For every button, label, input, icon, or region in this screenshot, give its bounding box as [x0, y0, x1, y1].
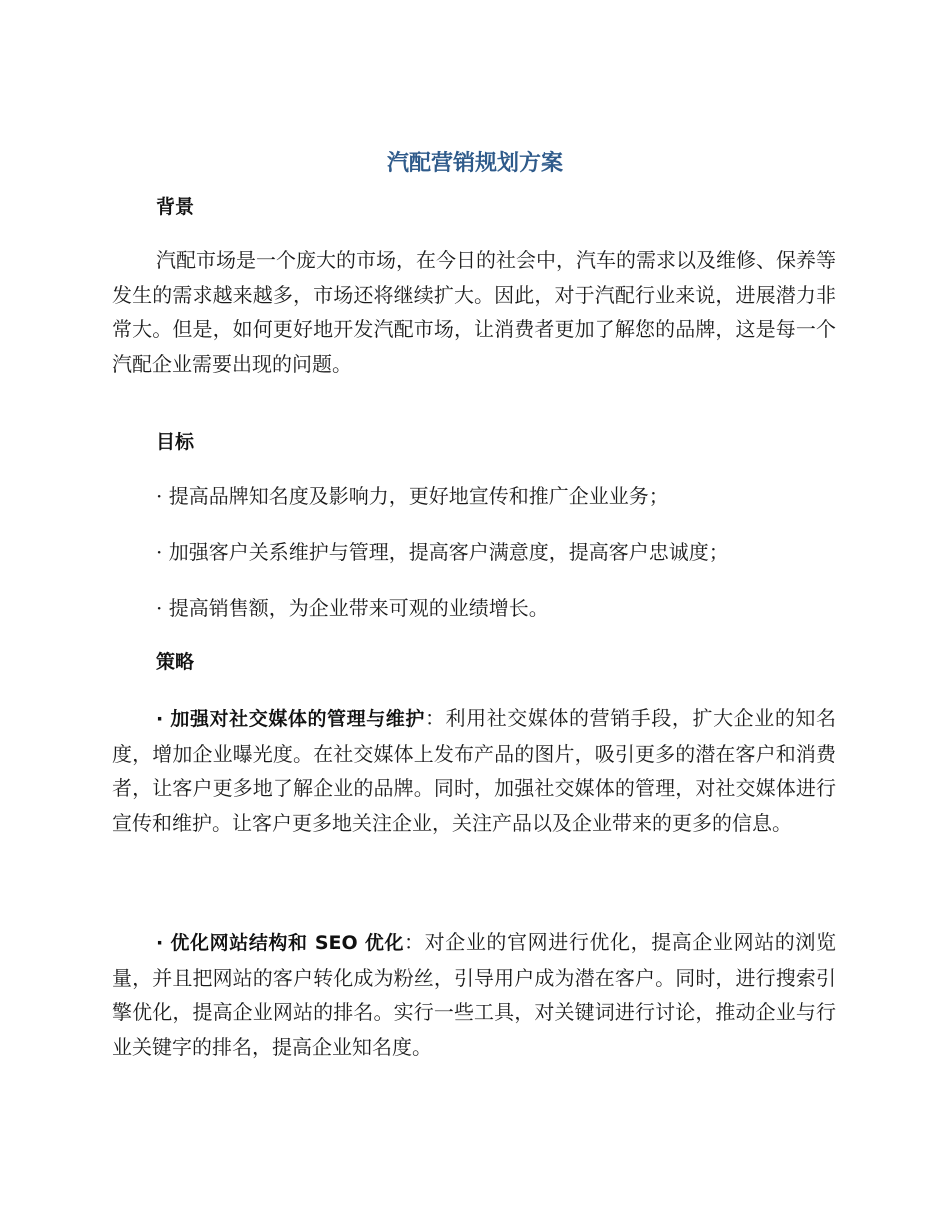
strategy-item-lead: · 加强对社交媒体的管理与维护 — [156, 708, 425, 730]
goal-item: · 提高销售额，为企业带来可观的业绩增长。 — [156, 596, 549, 620]
goal-item: · 提高品牌知名度及影响力，更好地宣传和推广企业业务； — [156, 484, 669, 508]
goal-item: · 加强客户关系维护与管理，提高客户满意度，提高客户忠诚度； — [156, 540, 729, 564]
background-paragraph: 汽配市场是一个庞大的市场，在今日的社会中，汽车的需求以及维修、保养等发生的需求越来越多，市场还将继续扩大。因此，对于汽配行业来说，进展潜力非常大。但是，如何更好地开发汽配市场，让消费者更加了解您的品牌，这是每一个汽配企业需要出现的问题。 — [112, 248, 836, 376]
heading-background: 背景 — [156, 196, 195, 218]
document-title: 汽配营销规划方案 — [386, 151, 563, 176]
strategy-item-text: ：对企业的官网进行优化，提高企业网站的浏览量，并且把网站的客户转化成为粉丝，引导用户成为潜在客户。同时，进行搜索引擎优化，提高企业网站的排名。实行一些工具，对关键词进行讨论，推动企业与行业关键字的排名，提高企业知名度。 — [112, 930, 836, 1059]
strategy-item — [112, 701, 836, 840]
strategy-item-lead: · 优化网站结构和 SEO 优化 — [156, 932, 405, 954]
heading-strategy: 策略 — [156, 651, 195, 673]
strategy-item — [112, 925, 836, 1064]
heading-goals: 目标 — [156, 431, 195, 453]
strategy-item-text: ：利用社交媒体的营销手段，扩大企业的知名度，增加企业曝光度。在社交媒体上发布产品的图片，吸引更多的潜在客户和消费者，让客户更多地了解企业的品牌。同时，加强社交媒体的管理，对社交媒体进行宣传和维护。让客户更多地关注企业，关注产品以及企业带来的更多的信息。 — [112, 706, 836, 835]
